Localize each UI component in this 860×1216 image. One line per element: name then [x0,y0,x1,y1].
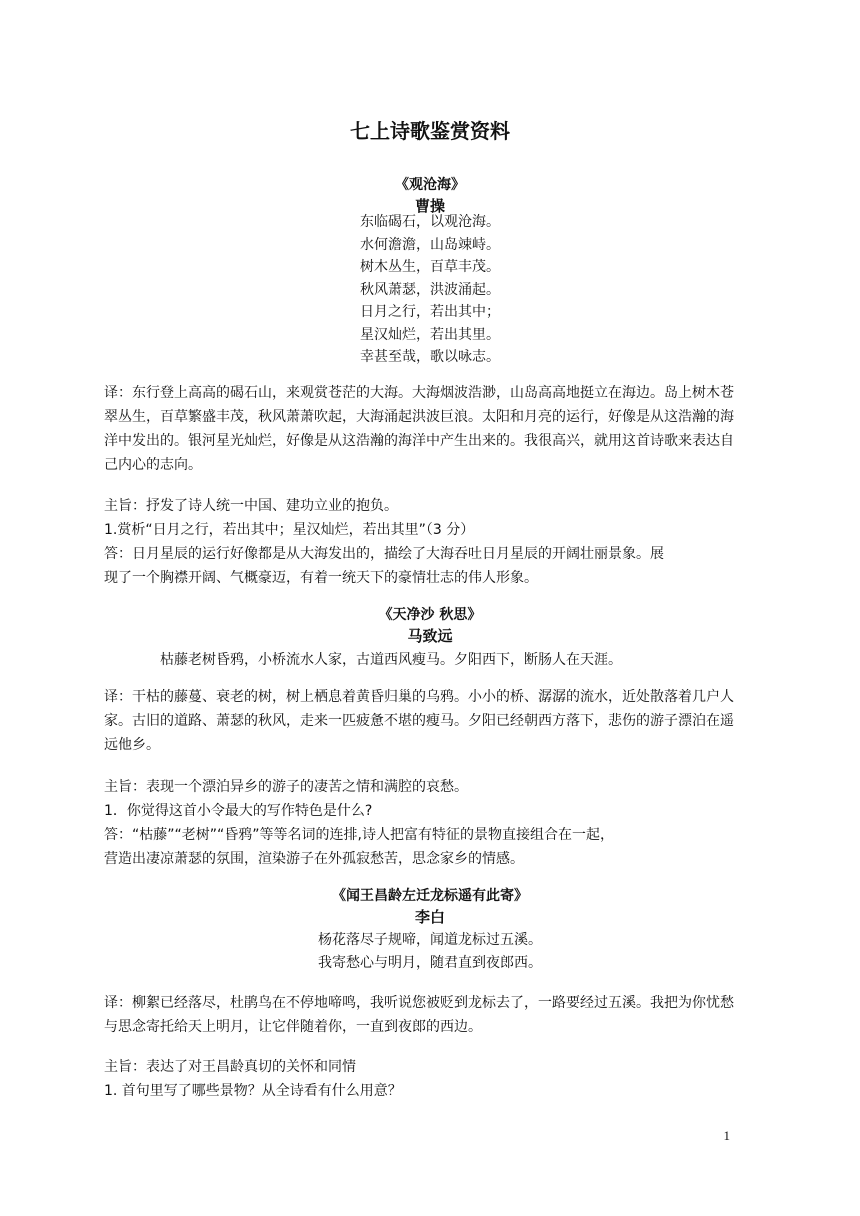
poem3-header [0,886,860,928]
poem-line: 树木丛生，百草丰茂。 [360,260,500,275]
poem2-title: 《天净沙 秋思》 [378,607,482,623]
poem-line: 幸甚至哉，歌以咏志。 [360,350,500,365]
poem1-answer-line: 答：日月星辰的运行好像都是从大海发出的，描绘了大海吞吐日月星辰的开阔壮丽景象。展 [104,546,664,562]
page-number: 1 [723,1128,730,1143]
poem3-author: 李白 [414,908,445,926]
poem2-question: 1．你觉得这首小令最大的写作特色是什么? [104,803,373,819]
poem3-question: 1. 首句里写了哪些景物？从全诗看有什么用意？ [104,1083,402,1099]
poem2-author: 马致远 [407,627,453,645]
poem3-translation: 译：柳絮已经落尽，杜鹃鸟在不停地啼鸣，我听说您被贬到龙标去了，一路要经过五溪。我把为你忧愁与思念寄托给天上明月，让它伴随着你，一直到夜郎的西边。 [104,996,734,1035]
poem1-title: 《观沧海》 [395,177,465,193]
poem2-answer-line: 答：“枯藤”“老树”“昏鸦”等等名词的连排,诗人把富有特征的景物直接组合在一起， [104,827,614,843]
poem2-theme: 主旨：表现一个漂泊异乡的游子的凄苦之情和满腔的哀愁。 [104,779,468,795]
poem3-title: 《闻王昌龄左迁龙标遥有此寄》 [332,888,528,904]
page-title: 七上诗歌鉴赏资料 [350,119,510,143]
poem2-answer-line: 营造出凄凉萧瑟的氛围，渲染游子在外孤寂愁苦，思念家乡的情感。 [104,851,524,867]
poem2-notes [104,775,739,871]
poem-line: 秋风萧瑟，洪波涌起。 [360,282,500,298]
poem3-theme: 主旨：表达了对王昌龄真切的关怀和同情 [104,1059,356,1075]
poem1-body [0,212,860,370]
poem-line: 日月之行，若出其中； [360,305,500,320]
poem1-theme: 主旨：抒发了诗人统一中国、建功立业的抱负。 [104,498,398,514]
poem-line: 东临碣石，以观沧海。 [360,215,500,230]
poem2-line: 枯藤老树昏鸦，小桥流水人家，古道西风瘦马。夕阳西下，断肠人在天涯。 [160,653,622,668]
poem1-question: 1.赏析“日月之行，若出其中；星汉灿烂，若出其里”（3 分） [104,522,475,538]
poem2-header [0,605,860,647]
poem-line: 杨花落尽子规啼，闻道龙标过五溪。 [318,933,542,948]
poem-line: 水何澹澹，山岛竦峙。 [360,237,500,253]
poem1-author: 曹操 [414,197,445,215]
poem1-notes [104,494,739,590]
poem3-body [0,930,860,975]
poem-line: 我寄愁心与明月，随君直到夜郎西。 [318,955,542,971]
poem1-header [0,175,860,217]
poem1-translation: 译：东行登上高高的碣石山，来观赏苍茫的大海。大海烟波浩渺，山岛高高地挺立在海边。岛上树木苍翠丛生，百草繁盛丰茂，秋风萧萧吹起，大海涌起洪波巨浪。太阳和月亮的运行，好像是从这浩瀚的海洋中发出的。银河星光灿烂，好像是从这浩瀚的海洋中产生出来的。我很高兴，就用这首诗歌来表达自己内心的志向。 [104,386,734,473]
poem1-answer-line: 现了一个胸襟开阔、气概豪迈，有着一统天下的豪情壮志的伟人形象。 [104,570,538,586]
poem3-notes [104,1055,739,1103]
poem-line: 星汉灿烂，若出其里。 [360,327,500,343]
poem2-translation: 译：干枯的藤蔓、衰老的树，树上栖息着黄昏归巢的乌鸦。小小的桥、潺潺的流水，近处散落着几户人家。古旧的道路、萧瑟的秋风，走来一匹疲惫不堪的瘦马。夕阳已经朝西方落下，悲伤的游子漂泊在遥远他乡。 [104,690,734,753]
